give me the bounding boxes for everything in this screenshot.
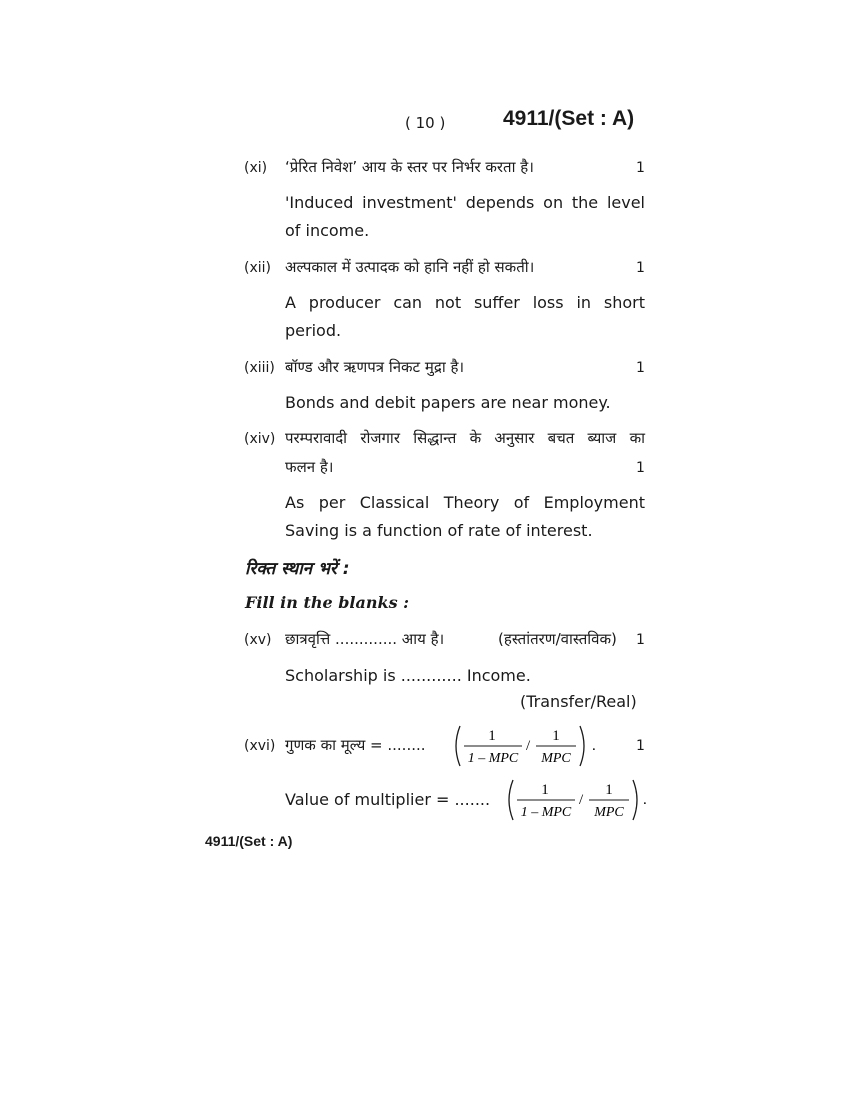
formula-end: .	[592, 738, 596, 754]
fraction-denominator: MPC	[541, 751, 571, 766]
question-english: Bonds and debit papers are near money.	[285, 393, 611, 412]
question-hindi-continued: फलन है।	[285, 458, 334, 476]
fraction-numerator: 1	[541, 782, 549, 798]
fraction-numerator: 1	[488, 728, 496, 744]
question-number: (xiv)	[244, 431, 276, 447]
options-english: (Transfer/Real)	[520, 692, 637, 711]
question-marks: 1	[636, 360, 645, 376]
question-hindi: बॉण्ड और ऋणपत्र निकट मुद्रा है।	[285, 358, 465, 376]
set-code-footer: 4911/(Set : A)	[205, 833, 293, 849]
multiplier-formula-hindi	[452, 722, 612, 770]
fraction-numerator: 1	[552, 728, 560, 744]
fraction-denominator: MPC	[594, 805, 624, 820]
question-hindi: ‘प्रेरित निवेश’ आय के स्तर पर निर्भर करता है।	[285, 158, 534, 176]
fraction-denominator: 1 – MPC	[467, 751, 519, 766]
question-marks: 1	[636, 260, 645, 276]
question-hindi: छात्रवृत्ति ............. आय है।	[285, 630, 445, 648]
question-marks: 1	[636, 460, 645, 476]
question-hindi: परम्परावादी रोजगार सिद्धान्त के अनुसार बचत ब्याज का	[285, 429, 645, 447]
formula-end: .	[643, 792, 647, 808]
section-heading-english: Fill in the blanks :	[245, 593, 410, 612]
question-english: Scholarship is ............ Income.	[285, 666, 531, 685]
question-number: (xvi)	[244, 738, 276, 754]
question-hindi: अल्पकाल में उत्पादक को हानि नहीं हो सकती।	[285, 258, 535, 276]
question-hindi: गुणक का मूल्य = ........	[285, 736, 426, 754]
fraction-denominator: 1 – MPC	[520, 805, 572, 820]
question-english: As per Classical Theory of Employment Saving is a function of rate of interest.	[285, 493, 645, 540]
fraction-numerator: 1	[605, 782, 613, 798]
question-marks: 1	[636, 160, 645, 176]
question-number: (xii)	[244, 260, 271, 276]
fraction-separator: /	[526, 738, 531, 754]
set-code-header: 4911/(Set : A)	[503, 107, 635, 130]
question-number: (xi)	[244, 160, 268, 176]
fraction-separator: /	[579, 792, 584, 808]
question-marks: 1	[636, 738, 645, 754]
section-heading-hindi: रिक्त स्थान भरें :	[245, 559, 350, 579]
question-english: A producer can not suffer loss in short period.	[285, 293, 645, 340]
options-hindi: (हस्तांतरण/वास्तविक)	[498, 630, 617, 648]
question-number: (xv)	[244, 632, 272, 648]
page-number: ( 10 )	[405, 114, 446, 132]
multiplier-formula-english	[505, 776, 665, 824]
question-english: 'Induced investment' depends on the level of income.	[285, 193, 645, 240]
question-number: (xiii)	[244, 360, 275, 376]
question-english: Value of multiplier = .......	[285, 790, 491, 809]
question-marks: 1	[636, 632, 645, 648]
